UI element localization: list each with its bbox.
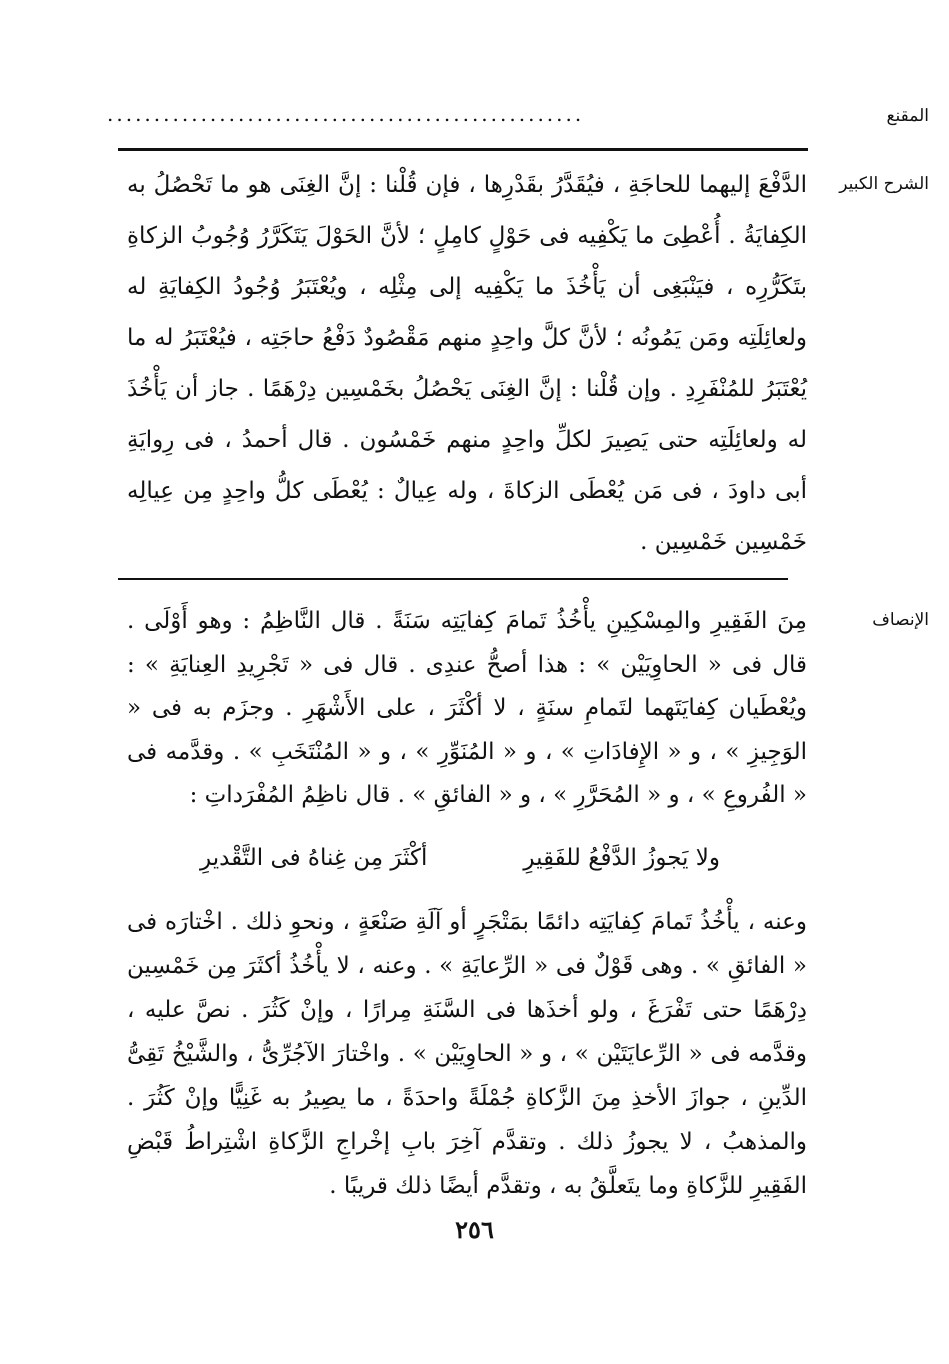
poem-verse [200,842,720,874]
book-label: المقنع [886,106,929,126]
page-number: ٢٥٦ [455,1215,494,1244]
insaf-paragraph: مِنَ الفَقِيرِ والمِسْكِينِ يأْخُذُ تَمامَ كِفايَتِه سَنَةً . قال النَّاظِمُ : وهو أَوْلَى . قال فى « الحاوِيَيْن » : هذا أصحُّ عندِى . قال فى « تَجْرِيدِ العِنايَةِ » : ويُعْطَيان كِفايَتَهما لتَمامِ سنَةٍ ، لا أكْثَرَ ، على الأَشْهَرِ . وجزَم به فى « الوَجِيزِ » ، و « الإِفادَاتِ » ، و « المُنَوِّرِ » ، و « المُنْتَخَبِ » . وقدَّمه فى « الفُروعِ » ، و « المُحَرَّرِ » ، و « الفائقِ » . قال ناظِمُ المُفْرَداتِ : [127,608,807,808]
sharh-paragraph: الدَّفْعَ إليهما للحاجَةِ ، فيُقَدَّرُ بقَدْرِها ، فإن قُلْنا : إنَّ الغِنَى هو ما تَحْصُلُ به الكِفايَةُ . أُعْطِىَ ما يَكْفِيه فى حَوْلٍ كامِلٍ ؛ لأنَّ الحَوْلَ يَتَكَرَّرُ وُجُوبُ الزكاةِ بتَكَرُّرِه ، فيَنْبَغِى أن يَأْخُذَ ما يَكْفِيه إلى مِثْلِه ، ويُعْتَبَرُ وُجُودُ الكِفايَةِ له ولعائِلَتِه ومَن يَمُونُه ؛ لأنَّ كلَّ واحِدٍ منهم مَقْصُودٌ دَفْعُ حاجَتِه ، فيُعْتَبَرُ له ما يُعْتَبَرُ للمُنْفَرِدِ . وإن قُلْنا : إنَّ الغِنَى يَحْصُلُ بخَمْسِين دِرْهَمًا . جاز أن يَأْخُذَ له ولعائِلَتِه حتى يَصِيرَ لكلِّ واحِدٍ منهم خَمْسُون . قال أحمدُ ، فى رِوايَةِ أبى داودَ ، فى مَن يُعْطَى الزكاةَ ، وله عِيالٌ : يُعْطَى كلُّ واحِدٍ مِن عِيالِه خَمْسِين خَمْسِين . [127,172,807,555]
sharh-text-block [127,160,807,568]
insaf-section-label: الإنصاف [872,610,929,630]
header-dots: ................................................... [107,104,585,124]
middle-divider [118,578,788,580]
insaf-paragraph-2: وعنه ، يأْخُذُ تَمامَ كِفايَتِه دائمًا بمَتْجَرٍ أو آلَةِ صَنْعَةٍ ، ونحوِ ذلك . اخْتارَه فى « الفائقِ » . وهى قَوْلٌ فى « الرِّعايَةِ » . وعنه ، لا يأْخُذُ أكثَرَ مِن خَمْسِين دِرْهَمًا حتى تَفْرَغَ ، ولو أخذَها فى السَّنَةِ مِرارًا ، وإنْ كَثُرَ . نصَّ عليه ، وقدَّمه فى « الرِّعايَتَيْن » ، و « الحاوِيَيْن » . واخْتارَ الآجُرِّىُّ ، والشَّيْخُ تَقِىُّ الدِّينِ ، جوازَ الأخذِ مِنَ الزَّكاةِ جُمْلَةً واحدَةً ، ما يصِيرُ به غَنِيًّا وإنْ كَثُرَ . والمذهبُ ، لا يجوزُ ذلك . وتقدَّم آخِرَ بابِ إخْراجِ الزَّكاةِ اشْتِراطُ قَبْضِ الفَقِيرِ للزَّكاةِ وما يتَعلَّقُ به ، وتقدَّم أيضًا ذلك قريبًا . [127,909,807,1199]
insaf-text-block [127,600,807,818]
insaf-text-block-2 [127,900,807,1208]
top-divider [118,148,808,151]
sharh-section-label: الشرح الكبير [839,174,929,194]
verse-first-hemistich: ولا يَجوزُ الدَّفْعُ للفَقِيرِ [523,845,720,871]
verse-second-hemistich: أكْثَرَ مِن غِناهُ فى التَّقْديرِ [200,845,428,871]
